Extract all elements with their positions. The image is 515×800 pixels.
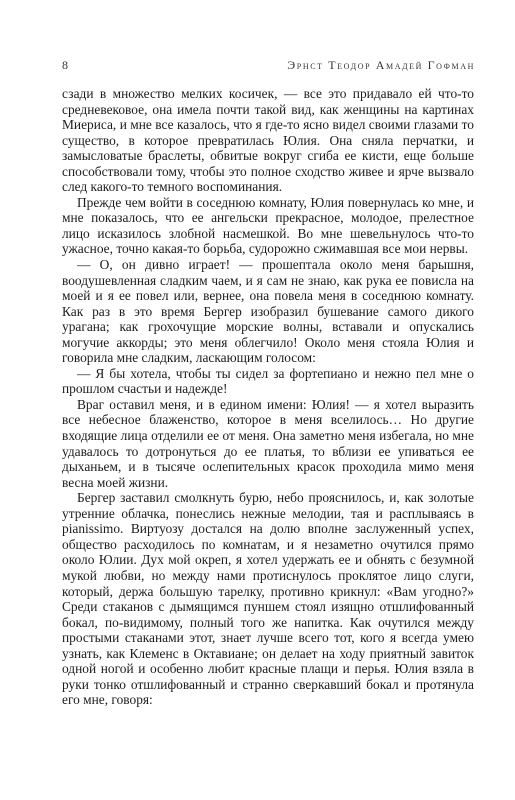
page-header xyxy=(62,58,475,76)
paragraph: Враг оставил меня, и в едином имени: Юлия! — я хотел выразить все небесное блаженство, которое в меня вселилось… Но другие входящие лица отделили ее от меня. Она заметно меня избегала, но мне удавалось то дотронуться до ее платья, то вблизи ее упиваться ее дыханьем, и в тысяче ослепительных красок проходила мимо меня весна моей жизни. xyxy=(62,396,474,490)
body-text xyxy=(62,86,474,708)
running-head: Эрнст Теодор Амадей Гофман xyxy=(287,58,475,72)
paragraph: сзади в множество мелких косичек, — все это придавало ей что-то средневековое, она имела почти такой вид, как женщины на картинах Миериса, и мне все казалось, что я где-то ясно видел своими глазами то существо, в которое превратилась Юлия. Она сняла перчатки, и замысловатые браслеты, обвитые вокруг сгиба ее кисти, еще больше способствовали тому, чтобы это полное сходство живее и ярче вызвало след какого-то темного воспоминания. xyxy=(62,86,474,195)
paragraph: — Я бы хотела, чтобы ты сидел за фортепиано и нежно пел мне о прошлом счастьи и надежде! xyxy=(62,365,474,397)
page-number: 8 xyxy=(62,58,68,72)
paragraph: Бергер заставил смолкнуть бурю, небо прояснилось, и, как золотые утренние облачка, понеслись нежные мелодии, тая и расплываясь в pianissimo. Виртуозу достался на долю вполне заслуженный успех, общество расходилось по комнатам, и я незаметно очутился прямо около Юлии. Дух мой окреп, я хотел удержать ее и обнять с безумной мукой любви, но между нами протиснулось проклятое лицо слуги, который, держа большую тарелку, противно крикнул: «Вам угодно?» Среди стаканов с дымящимся пуншем стоял изящно отшлифованный бокал, по-видимому, полный того же напитка. Как очутился между простыми стаканами этот, знает лучше всего тот, кого я всегда умею узнать, как Клеменс в Октавиане; он делает на ходу приятный завиток одной ногой и особенно любит красные плащи и перья. Юлия взяла в руки тонко отшлифованный и странно сверкавший бокал и протянула его мне, говоря: xyxy=(62,490,474,708)
paragraph: — О, он дивно играет! — прошептала около меня барышня, воодушевленная сладким чаем, и я сам не знаю, как рука ее повисла на моей и я ее повел или, вернее, она повела меня в соседнюю комнату. Как раз в это время Бергер изобразил бушевание самого дикого урагана; как грохочущие морские волны, вставали и опускались могучие аккорды; это меня облегчило! Около меня стояла Юлия и говорила мне сладким, ласкающим голосом: xyxy=(62,257,474,366)
paragraph: Прежде чем войти в соседнюю комнату, Юлия повернулась ко мне, и мне показалось, что ее ангельски прекрасное, молодое, прелестное лицо исказилось злобной насмешкой. Во мне шевельнулось что-то ужасное, точно какая-то борьба, судорожно сжимавшая все мои нервы. xyxy=(62,194,474,257)
